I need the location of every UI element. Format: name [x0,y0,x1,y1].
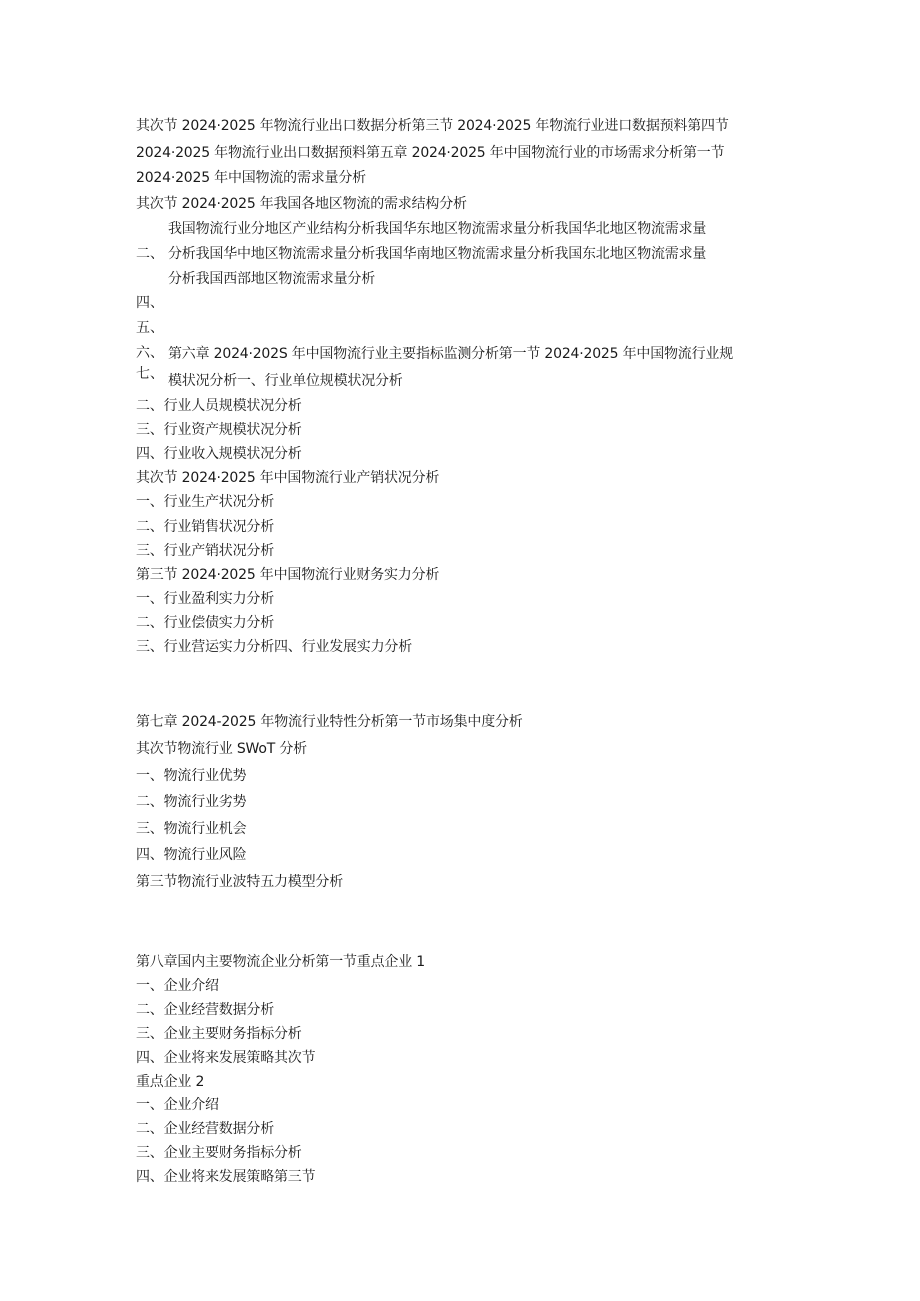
list-marker: 四、 [136,295,164,311]
toc-line: 二、行业偿债实力分析 [136,615,274,631]
toc-line: 三、物流行业机会 [136,821,247,837]
list-marker: 二、 [136,246,164,262]
toc-line: 第七章 2024-2025 年物流行业特性分析第一节市场集中度分析 [136,714,523,730]
toc-line: 一、物流行业优势 [136,768,247,784]
toc-line: 二、行业销售状况分析 [136,519,274,535]
toc-line: 三、行业资产规模状况分析 [136,422,302,438]
list-marker: 六、 [136,345,164,361]
toc-line: 第六章 2024·202S 年中国物流行业主要指标监测分析第一节 2024·2025 年中国物流行业规 [168,346,733,362]
toc-line: 2024·2025 年中国物流的需求量分析 [136,170,366,186]
toc-line: 二、行业人员规模状况分析 [136,398,302,414]
toc-line: 四、企业将来发展策略其次节 [136,1050,316,1066]
list-marker: 七、 [136,366,164,382]
toc-line: 四、物流行业风险 [136,847,247,863]
toc-line: 第三节 2024·2025 年中国物流行业财务实力分析 [136,567,440,583]
toc-line: 四、行业收入规模状况分析 [136,446,302,462]
toc-line: 其次节物流行业 SWoT 分析 [136,741,307,757]
toc-line: 一、企业介绍 [136,1097,219,1113]
toc-line: 一、行业生产状况分析 [136,494,274,510]
toc-line: 其次节 2024·2025 年物流行业出口数据分析第三节 2024·2025 年物流行业进口数据预料第四节 [136,118,729,134]
toc-line: 一、企业介绍 [136,978,219,994]
toc-line: 我国物流行业分地区产业结构分析我国华东地区物流需求量分析我国华北地区物流需求量 [168,221,707,237]
toc-line: 分析我国华中地区物流需求量分析我国华南地区物流需求量分析我国东北地区物流需求量 [168,246,707,262]
toc-line: 二、企业经营数据分析 [136,1002,274,1018]
toc-line: 二、企业经营数据分析 [136,1121,274,1137]
toc-line: 模状况分析一、行业单位规模状况分析 [168,373,403,389]
toc-line: 三、行业营运实力分析四、行业发展实力分析 [136,639,412,655]
toc-line: 一、行业盈利实力分析 [136,591,274,607]
list-marker: 五、 [136,320,164,336]
toc-line: 重点企业 2 [136,1074,205,1090]
toc-line: 二、物流行业劣势 [136,794,247,810]
toc-line: 三、行业产销状况分析 [136,543,274,559]
toc-line: 2024·2025 年物流行业出口数据预料第五章 2024·2025 年中国物流行业的市场需求分析第一节 [136,145,725,161]
toc-line: 三、企业主要财务指标分析 [136,1026,302,1042]
toc-line: 四、企业将来发展策略第三节 [136,1169,316,1185]
toc-line: 第八章国内主要物流企业分析第一节重点企业 1 [136,954,425,970]
toc-line: 分析我国西部地区物流需求量分析 [168,271,375,287]
toc-line: 其次节 2024·2025 年中国物流行业产销状况分析 [136,470,440,486]
toc-line: 其次节 2024·2025 年我国各地区物流的需求结构分析 [136,196,467,212]
toc-line: 三、企业主要财务指标分析 [136,1145,302,1161]
toc-line: 第三节物流行业波特五力模型分析 [136,874,343,890]
